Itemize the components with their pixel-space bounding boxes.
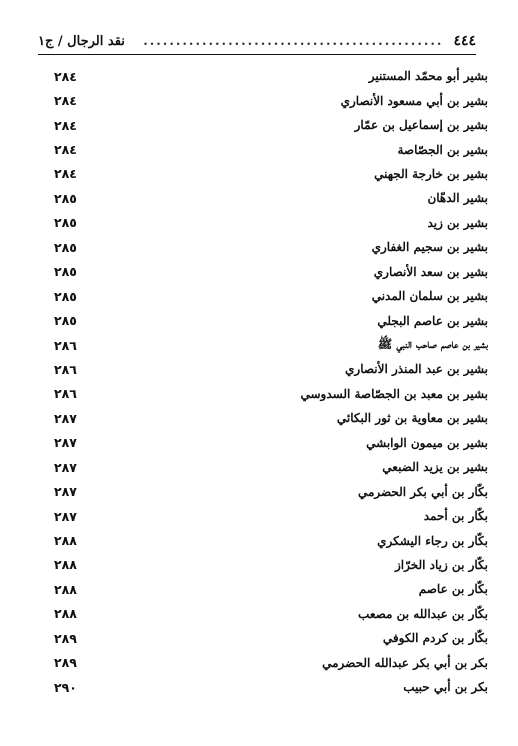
entry-page-number: ٢٨٨	[54, 557, 77, 573]
entry-page-number: ٢٨٧	[54, 508, 77, 524]
index-entry	[54, 308, 488, 332]
entry-name: بشير بن يزيد الضبعي	[382, 460, 488, 475]
index-entry	[54, 406, 488, 430]
running-header	[38, 30, 476, 52]
entry-name: بشير بن سعد الأنصاري	[373, 264, 488, 279]
entry-page-number: ٢٨٤	[54, 166, 77, 182]
entry-page-number: ٢٨٦	[54, 386, 77, 402]
entry-name: بشير بن سلمان المدني	[371, 289, 488, 304]
entry-name: بشير بن خارجة الجهني	[374, 166, 488, 181]
index-entry	[54, 113, 488, 137]
entry-page-number: ٢٨٤	[54, 68, 77, 84]
entry-page-number: ٢٨٧	[54, 484, 77, 500]
header-page-number: ٤٤٤	[453, 33, 476, 49]
index-entry	[54, 675, 488, 699]
index-entry	[54, 504, 488, 528]
entry-name: بكّار بن رجاء اليشكري	[377, 533, 488, 548]
entry-name: بكّار بن زياد الخرّاز	[394, 557, 488, 572]
entry-name: بشير بن زيد	[427, 215, 488, 230]
index-entry	[54, 602, 488, 626]
index-entry	[54, 88, 488, 112]
index-entry	[54, 577, 488, 601]
entry-name: بكّار بن أحمد	[423, 509, 488, 524]
index-entry	[54, 357, 488, 381]
header-title: نقد الرجال / ج١	[38, 33, 125, 49]
index-entry	[54, 284, 488, 308]
entry-name: بشير بن ميمون الوابشي	[366, 435, 488, 450]
index-entry	[54, 382, 488, 406]
index-entry	[54, 528, 488, 552]
entry-page-number: ٢٨٩	[54, 655, 77, 671]
entry-name: بشير بن عاصم البجلي	[377, 313, 488, 328]
entry-page-number: ٢٨٨	[54, 533, 77, 549]
header-rule	[38, 54, 476, 55]
entry-page-number: ٢٨٧	[54, 459, 77, 475]
entry-name: بكر بن أبي بكر عبدالله الحضرمي	[322, 655, 488, 670]
entry-page-number: ٢٨٦	[54, 337, 77, 353]
index-entry	[54, 64, 488, 88]
index-list	[54, 64, 488, 699]
entry-name: بشير بن أبي مسعود الأنصاري	[340, 93, 488, 108]
entry-name: بكّار بن عاصم	[418, 582, 488, 597]
entry-page-number: ٢٨٥	[54, 239, 77, 255]
index-entry	[54, 211, 488, 235]
entry-page-number: ٢٨٥	[54, 215, 77, 231]
entry-page-number: ٢٨٥	[54, 264, 77, 280]
entry-page-number: ٢٨٧	[54, 410, 77, 426]
entry-name: بكر بن أبي حبيب	[403, 680, 488, 695]
index-entry	[54, 431, 488, 455]
entry-name: بشير بن معاوية بن ثور البكائي	[336, 411, 488, 426]
entry-page-number: ٢٨٨	[54, 606, 77, 622]
index-entry	[54, 479, 488, 503]
entry-page-number: ٢٩٠	[54, 679, 77, 695]
index-entry	[54, 626, 488, 650]
entry-page-number: ٢٨٤	[54, 142, 77, 158]
entry-name: بشير أبو محمّد المستنير	[368, 69, 488, 84]
entry-page-number: ٢٨٥	[54, 190, 77, 206]
entry-name: بكّار بن كردم الكوفي	[382, 631, 488, 646]
entry-name: بشير الدهّان	[427, 191, 488, 206]
entry-page-number: ٢٨٥	[54, 313, 77, 329]
index-entry	[54, 553, 488, 577]
entry-name: بكّار بن أبي بكر الحضرمي	[357, 484, 488, 499]
index-entry	[54, 162, 488, 186]
entry-page-number: ٢٨٩	[54, 630, 77, 646]
entry-name: بشير بن معبد بن الجصّاصة السدوسي	[300, 386, 488, 401]
entry-name: بشير بن عبد المنذر الأنصاري	[345, 362, 488, 377]
index-entry	[54, 137, 488, 161]
entry-name: بشير بن عاصم صاحب النبي ﷺ	[377, 336, 488, 351]
entry-page-number: ٢٨٤	[54, 93, 77, 109]
entry-page-number: ٢٨٦	[54, 361, 77, 377]
index-entry	[54, 455, 488, 479]
entry-name: بشير بن سجيم الغفاري	[371, 240, 488, 255]
entry-name: بشير بن إسماعيل بن عمّار	[354, 118, 488, 133]
entry-page-number: ٢٨٤	[54, 117, 77, 133]
index-entry	[54, 186, 488, 210]
header-leader-dots: ..............................................	[143, 34, 444, 48]
index-entry	[54, 651, 488, 675]
index-entry	[54, 235, 488, 259]
entry-name: بشير بن الجصّاصة	[397, 142, 488, 157]
entry-page-number: ٢٨٧	[54, 435, 77, 451]
index-entry	[54, 333, 488, 357]
index-entry	[54, 260, 488, 284]
entry-name: بكّار بن عبدالله بن مصعب	[358, 606, 488, 621]
entry-page-number: ٢٨٨	[54, 581, 77, 597]
entry-page-number: ٢٨٥	[54, 288, 77, 304]
